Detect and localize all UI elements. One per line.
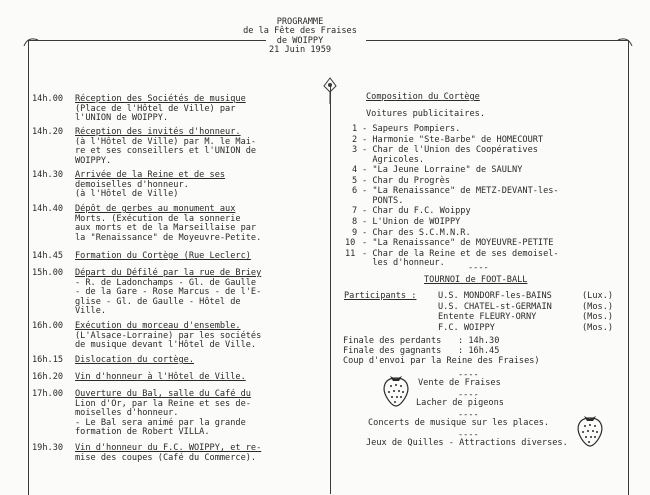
cortege-number: 5: [352, 175, 358, 186]
team-name: U.S. CHATEL-st-GERMAIN: [438, 301, 552, 312]
cortege-number: 9: [352, 227, 358, 238]
schedule-line: glise - Gl. de Gaulle - Hôtel de: [75, 296, 241, 307]
schedule-line: Ouverture du Bal, salle du Café du: [75, 389, 251, 399]
dashes-3: ----: [458, 410, 479, 420]
dashes-4: ----: [458, 430, 479, 440]
programme-title: [230, 18, 370, 56]
schedule-time: 14h.00: [32, 94, 64, 104]
schedule-time: 14h.20: [32, 127, 64, 137]
schedule-line: de musique devant l'Hôtel de Ville.: [75, 340, 257, 351]
schedule-time: 14h.40: [32, 204, 64, 214]
schedule-line: Formation du Cortège (Rue Leclerc): [75, 251, 251, 261]
cortege-number: 10: [345, 238, 356, 249]
coup-envoi-note: Coup d'envoi par la Reine des Fraises): [343, 356, 540, 366]
cortege-item-text: - L'Union de WOIPPY: [362, 217, 461, 227]
cortege-item-text: - Char des S.C.M.N.R.: [362, 227, 471, 238]
strawberry-left-icon: [380, 370, 412, 408]
frame-right: [628, 40, 629, 495]
schedule-line: moiselles d'honneur.: [75, 408, 179, 419]
cortege-number: 2: [352, 134, 358, 145]
frame-top-right: [366, 40, 628, 41]
schedule-line: mise des coupes (Café du Commerce).: [75, 452, 257, 463]
team-name: U.S. MONDORF-les-BAINS: [438, 291, 552, 301]
cortege-item-text: - Char de la Reine et de ses demoisel-: [362, 248, 559, 259]
schedule-time: 16h.00: [32, 321, 64, 331]
jeux-text: Jeux de Quilles - Attractions diverses.: [366, 438, 568, 448]
schedule-time: 14h.30: [32, 170, 64, 180]
schedule-time: 19h.30: [32, 443, 64, 453]
schedule-line: Ville.: [75, 306, 107, 317]
title-line-2: de la Fête des Fraises: [243, 26, 357, 37]
schedule-time: 17h.00: [32, 389, 64, 399]
schedule-line: - de la Gare - Rose Marcus - de l'E-: [75, 287, 262, 298]
vente-fraises: Vente de Fraises: [418, 378, 501, 388]
team-name: Entente FLEURY-ORNY: [438, 312, 537, 322]
cortege-item-text: Agricoles.: [362, 154, 425, 165]
schedule-line: (Place de l'Hôtel de Ville) par: [75, 103, 236, 114]
schedule-line: aux morts et de la Marseillaise par: [75, 223, 257, 234]
dashes-2: ----: [458, 390, 479, 400]
cortege-item-text: les d'honneur.: [362, 258, 445, 269]
cortege-item-text: - Char du Progrès: [362, 175, 450, 186]
schedule-line: Départ du Défilé par la rue de Briey: [75, 268, 262, 278]
schedule-line: Vin d'honneur à l'Hôtel de Ville.: [75, 372, 246, 382]
cortege-number: 3: [352, 145, 358, 156]
cortege-item-text: - "La Renaissance" de MOYEUVRE-PETITE: [362, 238, 554, 249]
separator-dashes: ----: [468, 263, 489, 273]
schedule-line: WOIPPY.: [75, 155, 112, 166]
cortege-number: 8: [352, 217, 358, 227]
team-name: F.C. WOIPPY: [438, 322, 495, 333]
schedule-line: re et ses conseillers et l'UNION de: [75, 146, 257, 157]
schedule-line: Exécution du morceau d'ensemble.: [75, 321, 241, 331]
title-line-3: de WOIPPY: [276, 35, 324, 46]
schedule-time: 16h.20: [32, 372, 64, 382]
team-country: (Mos.): [582, 301, 614, 312]
ornament-center-icon: [318, 76, 342, 106]
cortege-number: 6: [352, 186, 358, 197]
schedule-line: Dislocation du cortège.: [75, 355, 194, 365]
cortege-item-text: - "La Jeune Lorraine" de SAULNY: [362, 165, 523, 176]
cortege-number: 7: [352, 206, 358, 217]
cortege-number: 1: [352, 124, 358, 134]
frame-left: [28, 40, 29, 495]
schedule-line: la "Renaissance" de Moyeuvre-Petite.: [75, 232, 262, 243]
cortege-number: 11: [345, 248, 356, 259]
team-country: (Mos.): [582, 312, 614, 322]
concerts-text: Concerts de musique sur les places.: [368, 418, 550, 428]
schedule-line: (à l'Hôtel de Ville): [75, 189, 179, 200]
cortege-number: 4: [352, 165, 358, 176]
frame-middle-divider: [330, 84, 331, 494]
schedule-line: - R. de Ladonchamps - Gl. de Gaulle: [75, 277, 257, 288]
final-time: : 16h.45: [458, 346, 500, 356]
tournoi-title: TOURNOI de FOOT-BALL: [424, 275, 528, 285]
cortege-item-text: - "La Renaissance" de METZ-DEVANT-les-: [362, 186, 559, 197]
schedule-line: Arrivée de la Reine et de ses: [75, 170, 226, 180]
schedule-line: Réception des invités d'honneur.: [75, 127, 241, 137]
schedule-line: (à l'Hôtel de Ville) par M. le Mai-: [75, 136, 257, 147]
cortege-title: Composition du Cortège: [366, 92, 480, 102]
schedule-line: Vin d'honneur du F.C. WOIPPY, et re-: [75, 443, 262, 453]
schedule-time: 14h.45: [32, 251, 64, 261]
schedule-line: Morts. (Exécution de la sonnerie: [75, 213, 241, 224]
frame-top-left: [28, 40, 266, 41]
schedule-line: l'UNION de WOIPPY.: [75, 113, 169, 124]
title-line-1: PROGRAMME: [276, 17, 324, 27]
cortege-item-text: PONTS.: [362, 195, 404, 206]
team-country: (Mos.): [582, 322, 614, 333]
cortege-item-text: - Harmonie "Ste-Barbe" de HOMECOURT: [362, 134, 544, 145]
cortege-item-text: - Char du F.C. Woippy: [362, 206, 471, 217]
schedule-time: 16h.15: [32, 355, 64, 365]
ornament-left-icon: [22, 34, 40, 48]
schedule-line: demoiselles d'honneur.: [75, 179, 189, 190]
schedule-line: - Le Bal sera animé par la grande: [75, 417, 246, 428]
team-country: (Lux.): [582, 291, 614, 301]
cortege-subtitle: Voitures publicitaires.: [366, 109, 485, 119]
schedule-line: (L'Alsace-Lorraine) par les sociétés: [75, 330, 262, 341]
schedule-line: Lion d'Or, par la Reine et ses de-: [75, 398, 251, 409]
dashes-1: ----: [458, 370, 479, 380]
schedule-time: 15h.00: [32, 268, 64, 278]
schedule-line: formation de Robert VILLA.: [75, 427, 210, 438]
schedule-line: Réception des Sociétés de musique: [75, 94, 246, 104]
lacher-pigeons: Lacher de pigeons: [416, 398, 504, 408]
final-time: : 14h.30: [458, 336, 500, 346]
title-line-4: 21 Juin 1959: [268, 45, 332, 56]
ornament-right-icon: [616, 34, 634, 48]
cortege-item-text: - Char de l'Union des Coopératives: [362, 145, 538, 156]
final-label: Finale des gagnants: [343, 346, 442, 356]
schedule-line: Dépôt de gerbes au monument aux: [75, 204, 236, 214]
participants-label: Participants :: [344, 291, 417, 301]
final-label: Finale des perdants: [343, 336, 442, 346]
strawberry-right-icon: [574, 410, 606, 448]
cortege-item-text: - Sapeurs Pompiers.: [362, 124, 461, 134]
